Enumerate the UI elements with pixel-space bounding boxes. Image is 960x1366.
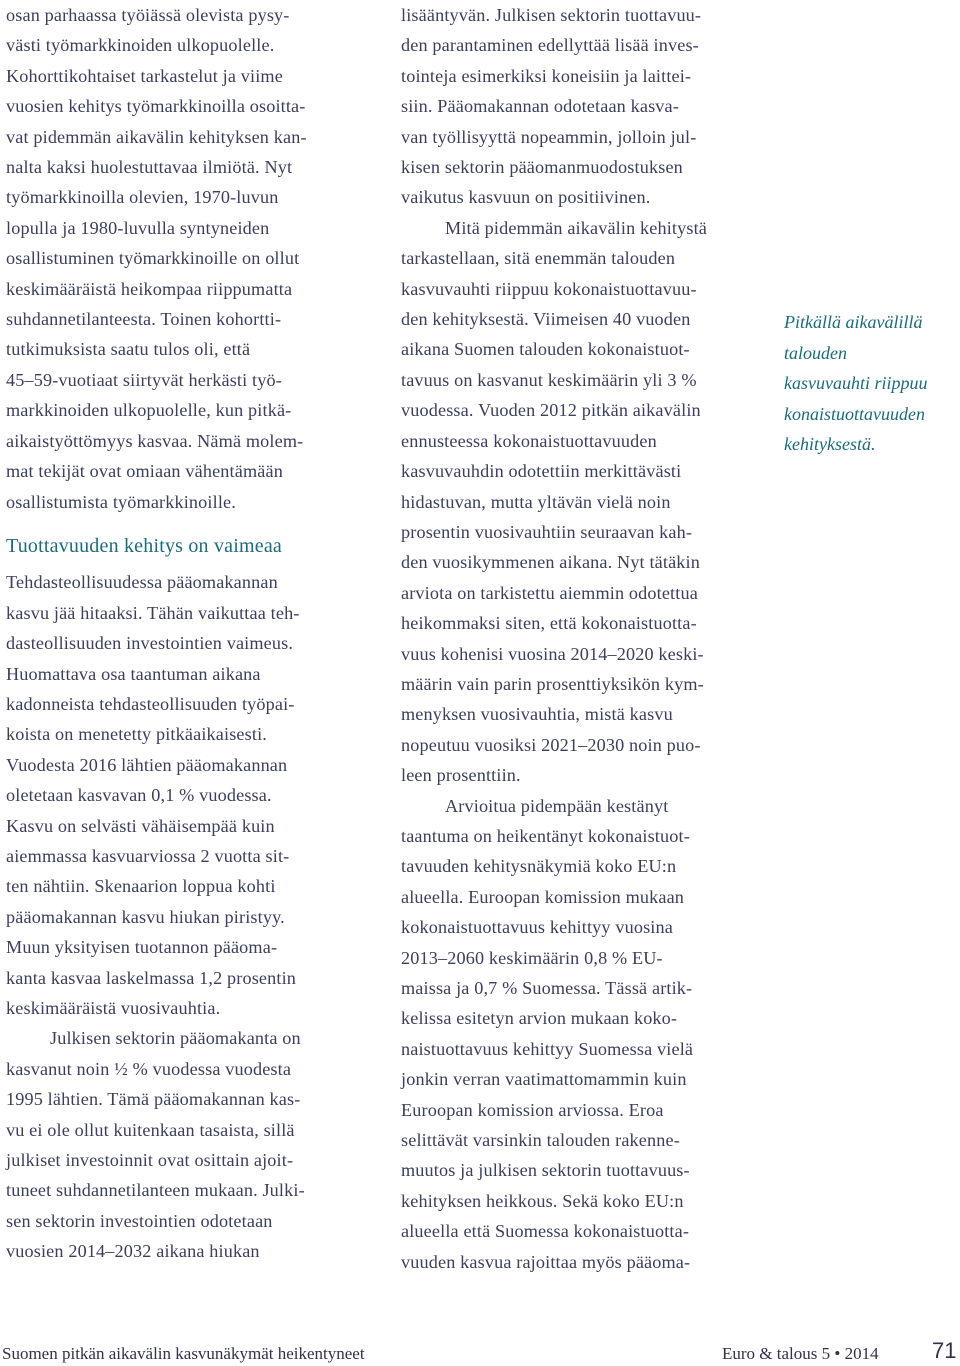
- text-line: aikaistyöttömyys kasvaa. Nämä molem-: [6, 430, 304, 451]
- text-line: prosentin vuosivauhtiin seuraavan kah-: [401, 521, 693, 542]
- text-line: selittävät varsinkin talouden rakenne-: [401, 1130, 680, 1151]
- text-line: kasvuvauhdin odotettiin merkittävästi: [401, 461, 682, 482]
- text-line: 2013–2060 keskimäärin 0,8 % EU-: [401, 947, 663, 968]
- text-line: Julkisen sektorin pääomakanta on: [50, 1028, 301, 1049]
- text-line: pääomakannan kasvu hiukan piristyy.: [6, 906, 285, 927]
- text-line: tarkastellaan, sitä enemmän talouden: [401, 248, 676, 269]
- text-line: keskimääräistä vuosivauhtia.: [6, 998, 221, 1018]
- left-paragraph-3: [6, 1023, 376, 1266]
- text-line: aikana Suomen talouden kokonaistuot-: [401, 339, 690, 360]
- text-line: Arvioitua pidempään kestänyt: [445, 795, 669, 816]
- text-line: nopeutuu vuosiksi 2021–2030 noin puo-: [401, 734, 701, 755]
- text-line: vu ei ole ollut kuitenkaan tasaista, sillä: [6, 1119, 295, 1140]
- text-line: 1995 lähtien. Tämä pääomakannan kas-: [6, 1089, 301, 1110]
- pull-quote-line: konaistuottavuuden: [784, 403, 925, 424]
- text-line: arviota on tarkistettu aiemmin odotettua: [401, 582, 698, 603]
- pull-quote-line: kehityksestä.: [784, 434, 876, 455]
- text-line: maissa ja 0,7 % Suomessa. Tässä artik-: [401, 978, 693, 998]
- text-line: kasvuvauhti riippuu kokonaistuottavuu-: [401, 278, 697, 299]
- text-line: dasteollisuuden investointien vaimeus.: [6, 633, 294, 654]
- text-line: osallistuminen työmarkkinoille on ollut: [6, 248, 300, 269]
- text-line: tavuuden kehitysnäkymiä koko EU:n: [401, 856, 677, 877]
- text-line: Mitä pidemmän aikavälin kehitystä: [445, 217, 708, 238]
- sidebar-pull-quote: [784, 307, 960, 460]
- text-line: leen prosenttiin.: [401, 765, 521, 786]
- text-line: heikommaksi siten, että kokonaistuotta-: [401, 613, 697, 634]
- pull-quote-line: Pitkällä aikavälillä: [784, 312, 923, 332]
- text-line: Kasvu on selvästi vähäisempää kuin: [6, 815, 275, 836]
- text-line: jonkin verran vaatimattomammin kuin: [401, 1069, 687, 1090]
- text-line: vuus kohenisi vuosina 2014–2020 keski-: [401, 643, 704, 664]
- text-line: vuosien 2014–2032 aikana hiukan: [6, 1241, 260, 1262]
- text-line: tutkimuksista saatu tulos oli, että: [6, 339, 251, 360]
- pull-quote-line: kasvuvauhti riippuu: [784, 373, 928, 394]
- text-line: suhdannetilanteesta. Toinen kohortti-: [6, 309, 282, 330]
- text-line: siin. Pääomakannan odotetaan kasva-: [401, 96, 679, 117]
- text-line: kasvanut noin ½ % vuodessa vuodesta: [6, 1058, 292, 1079]
- text-line: osallistumista työmarkkinoille.: [6, 491, 236, 512]
- text-line: koista on menetetty pitkäaikaisesti.: [6, 724, 267, 745]
- text-line: mat tekijät ovat omiaan vähentämään: [6, 461, 283, 482]
- text-line: västi työmarkkinoiden ulkopuolelle.: [6, 35, 275, 56]
- text-line: vuosien kehitys työmarkkinoilla osoitta-: [6, 96, 306, 117]
- text-line: Vuodesta 2016 lähtien pääomakannan: [6, 754, 288, 775]
- text-line: ten nähtiin. Skenaarion loppua kohti: [6, 876, 276, 897]
- left-paragraph-2: [6, 567, 376, 1023]
- page-footer: [0, 1340, 960, 1366]
- text-line: kisen sektorin pääomanmuodostuksen: [401, 157, 683, 178]
- text-line: Euroopan komission arviossa. Eroa: [401, 1099, 664, 1120]
- publication-info: Euro & talous 5 • 2014: [722, 1344, 879, 1363]
- text-line: vuodessa. Vuoden 2012 pitkän aikavälin: [401, 400, 701, 421]
- text-line: aiemmassa kasvuarviossa 2 vuotta sit-: [6, 845, 290, 866]
- text-line: den vuosikymmenen aikana. Nyt tätäkin: [401, 552, 701, 573]
- text-line: van työllisyyttä nopeammin, jolloin jul-: [401, 126, 697, 147]
- text-line: naistuottavuus kehittyy Suomessa vielä: [401, 1038, 694, 1059]
- section-heading: Tuottavuuden kehitys on vaimeaa: [6, 534, 282, 557]
- right-column: [401, 0, 773, 1277]
- text-line: markkinoiden ulkopuolelle, kun pitkä-: [6, 400, 292, 421]
- text-line: Huomattava osa taantuman aikana: [6, 663, 261, 684]
- text-line: julkiset investoinnit ovat osittain ajoit-: [6, 1150, 294, 1171]
- text-line: alueella että Suomessa kokonaistuotta-: [401, 1221, 690, 1242]
- right-paragraph-3: [401, 791, 773, 1278]
- text-line: taantuma on heikentänyt kokonaistuot-: [401, 825, 690, 846]
- text-line: osan parhaassa työiässä olevista pysy-: [6, 5, 290, 25]
- text-line: 45–59-vuotiaat siirtyvät herkästi työ-: [6, 369, 282, 390]
- running-title: Suomen pitkän aikavälin kasvunäkymät heikentyneet: [2, 1344, 365, 1363]
- text-line: tointeja esimerkiksi koneisiin ja laittei-: [401, 65, 692, 86]
- text-line: den kehityksestä. Viimeisen 40 vuoden: [401, 309, 691, 330]
- right-paragraph-2: [401, 213, 773, 791]
- text-line: alueella. Euroopan komission mukaan: [401, 886, 685, 907]
- text-line: tavuus on kasvanut keskimäärin yli 3 %: [401, 369, 697, 390]
- text-line: kelissa esitetyn arvion mukaan koko-: [401, 1008, 678, 1029]
- text-line: kasvu jää hitaaksi. Tähän vaikuttaa teh-: [6, 602, 300, 623]
- text-line: kanta kasvaa laskelmassa 1,2 prosentin: [6, 967, 297, 988]
- text-line: kokonaistuottavuus kehittyy vuosina: [401, 917, 673, 938]
- text-line: hidastuvan, mutta yltävän vielä noin: [401, 491, 671, 512]
- text-line: ennusteessa kokonaistuottavuuden: [401, 430, 657, 451]
- pull-quote-line: talouden: [784, 342, 847, 363]
- text-line: kadonneista tehdasteollisuuden työpai-: [6, 693, 295, 714]
- right-paragraph-1: [401, 0, 773, 213]
- text-line: lisääntyvän. Julkisen sektorin tuottavuu-: [401, 5, 702, 25]
- text-line: Kohorttikohtaiset tarkastelut ja viime: [6, 65, 283, 86]
- text-line: vaikutus kasvuun on positiivinen.: [401, 187, 651, 208]
- text-line: vuuden kasvua rajoittaa myös pääoma-: [401, 1251, 691, 1272]
- text-line: työmarkkinoilla olevien, 1970-luvun: [6, 187, 279, 208]
- text-line: den parantaminen edellyttää lisää inves-: [401, 35, 699, 56]
- text-line: vat pidemmän aikavälin kehityksen kan-: [6, 126, 307, 147]
- text-line: kehityksen heikkous. Sekä koko EU:n: [401, 1190, 684, 1211]
- text-line: nalta kaksi huolestuttavaa ilmiötä. Nyt: [6, 157, 293, 178]
- text-line: keskimääräistä heikompaa riippumatta: [6, 278, 293, 299]
- text-line: sen sektorin investointien odotetaan: [6, 1210, 273, 1231]
- page-number: 71: [932, 1338, 957, 1363]
- left-paragraph-1: [6, 0, 376, 517]
- text-line: Tehdasteollisuudessa pääomakannan: [6, 572, 278, 593]
- text-line: oletetaan kasvavan 0,1 % vuodessa.: [6, 785, 272, 806]
- text-line: määrin vain parin prosenttiyksikön kym-: [401, 673, 704, 694]
- text-line: tuneet suhdannetilanteen mukaan. Julki-: [6, 1180, 305, 1201]
- text-line: Muun yksityisen tuotannon pääoma-: [6, 937, 278, 958]
- text-line: muutos ja julkisen sektorin tuottavuus-: [401, 1160, 690, 1181]
- text-line: menyksen vuosivauhtia, mistä kasvu: [401, 704, 673, 725]
- left-column: [6, 0, 376, 1267]
- text-line: lopulla ja 1980-luvulla syntyneiden: [6, 217, 270, 238]
